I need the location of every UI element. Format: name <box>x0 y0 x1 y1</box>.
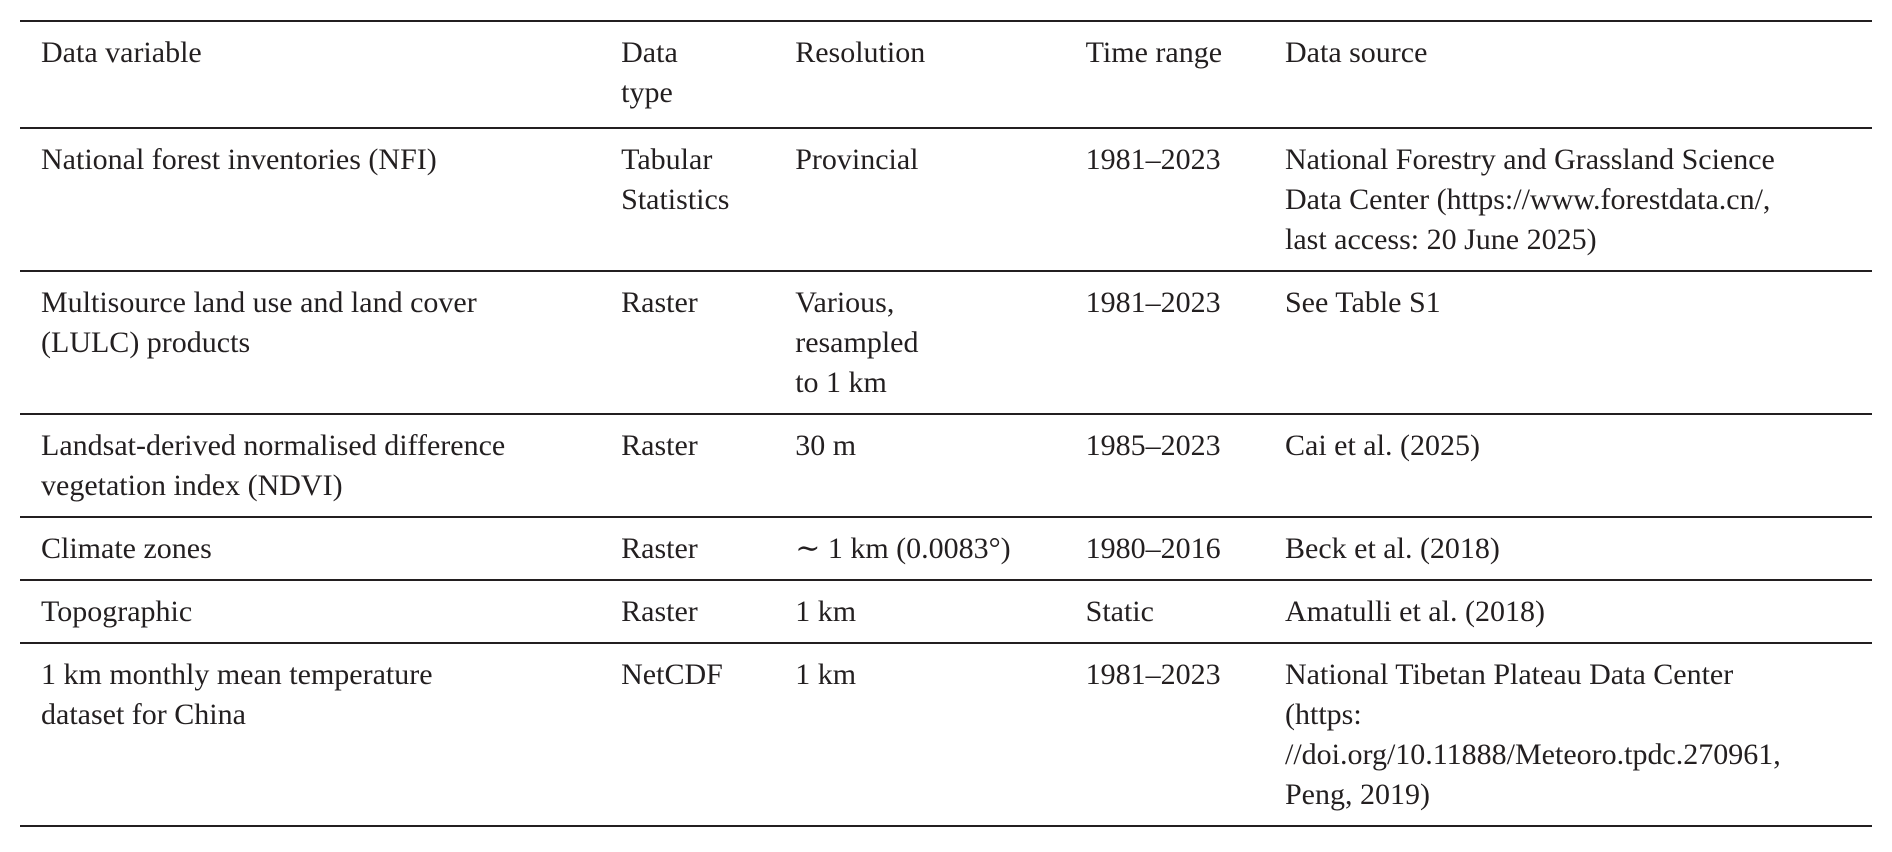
cell-line: Cai et al. (2025) <box>1285 429 1480 462</box>
cell-data-type <box>621 580 795 643</box>
cell-data-type <box>621 128 795 271</box>
table-header <box>20 21 1872 128</box>
cell-line: Raster <box>621 595 698 628</box>
cell-time-range <box>1086 271 1285 414</box>
cell-line: National forest inventories (NFI) <box>41 143 437 176</box>
cell-line: Raster <box>621 429 698 462</box>
cell-line: vegetation index (NDVI) <box>41 469 343 502</box>
cell-data-source <box>1285 414 1872 517</box>
cell-line: (LULC) products <box>41 326 251 359</box>
cell-data-variable <box>20 580 621 643</box>
cell-data-variable <box>20 643 621 826</box>
cell-time-range <box>1086 517 1285 580</box>
cell-data-variable <box>20 517 621 580</box>
cell-line: Tabular <box>621 143 713 176</box>
cell-line: Provincial <box>795 143 919 176</box>
cell-line: 1981–2023 <box>1085 143 1221 176</box>
cell-resolution <box>795 414 1085 517</box>
header-line: Time range <box>1085 36 1223 69</box>
table-row <box>20 414 1872 517</box>
cell-line: ∼ 1 km (0.0083°) <box>795 532 1011 565</box>
header-line: Data <box>621 36 678 69</box>
cell-line: Climate zones <box>41 532 212 565</box>
header-resolution <box>795 21 1085 128</box>
cell-data-type <box>621 271 795 414</box>
table-row <box>20 271 1872 414</box>
cell-resolution <box>795 271 1085 414</box>
header-row <box>20 21 1872 128</box>
cell-data-variable <box>20 414 621 517</box>
cell-line: Raster <box>621 532 698 565</box>
cell-line: 1985–2023 <box>1085 429 1221 462</box>
cell-line: Raster <box>621 286 698 319</box>
cell-line: Statistics <box>621 183 730 216</box>
cell-data-source <box>1285 580 1872 643</box>
cell-line: 1 km <box>795 658 857 691</box>
cell-resolution <box>795 580 1085 643</box>
cell-data-type <box>621 517 795 580</box>
cell-data-type <box>621 414 795 517</box>
cell-time-range <box>1086 414 1285 517</box>
header-data-variable <box>20 21 621 128</box>
cell-line: dataset for China <box>41 698 246 731</box>
header-data-source <box>1285 21 1872 128</box>
cell-resolution <box>795 643 1085 826</box>
cell-line: Static <box>1085 595 1154 628</box>
cell-line: National Forestry and Grassland Science <box>1285 143 1775 176</box>
cell-data-variable <box>20 128 621 271</box>
cell-line: 30 m <box>795 429 857 462</box>
table-row <box>20 643 1872 826</box>
cell-data-type <box>621 643 795 826</box>
cell-time-range <box>1086 128 1285 271</box>
header-line: Data variable <box>41 36 202 69</box>
header-time-range <box>1086 21 1285 128</box>
cell-line: 1980–2016 <box>1085 532 1221 565</box>
cell-line: Multisource land use and land cover <box>41 286 477 319</box>
cell-data-source <box>1285 128 1872 271</box>
header-line: type <box>621 76 673 109</box>
cell-line: Various, <box>795 286 895 319</box>
cell-line: Topographic <box>41 595 193 628</box>
header-line: Data source <box>1285 36 1428 69</box>
header-data-type <box>621 21 795 128</box>
cell-line: Data Center (https://www.forestdata.cn/, <box>1285 183 1771 216</box>
cell-line: National Tibetan Plateau Data Center <box>1285 658 1734 691</box>
cell-line: resampled <box>795 326 919 359</box>
header-line: Resolution <box>795 36 926 69</box>
cell-resolution <box>795 128 1085 271</box>
cell-line: (https: <box>1285 698 1362 731</box>
cell-line: last access: 20 June 2025) <box>1285 223 1597 256</box>
cell-time-range <box>1086 580 1285 643</box>
data-sources-table <box>20 20 1872 827</box>
cell-data-variable <box>20 271 621 414</box>
cell-line: NetCDF <box>621 658 723 691</box>
cell-line: 1981–2023 <box>1085 658 1221 691</box>
table-row <box>20 128 1872 271</box>
cell-data-source <box>1285 643 1872 826</box>
table-row <box>20 580 1872 643</box>
cell-line: 1981–2023 <box>1085 286 1221 319</box>
cell-line: 1 km monthly mean temperature <box>41 658 433 691</box>
cell-data-source <box>1285 517 1872 580</box>
cell-line: //doi.org/10.11888/Meteoro.tpdc.270961, <box>1285 738 1781 771</box>
cell-line: Peng, 2019) <box>1285 778 1430 811</box>
cell-line: Landsat-derived normalised difference <box>41 429 506 462</box>
cell-line: Beck et al. (2018) <box>1285 532 1500 565</box>
cell-line: to 1 km <box>795 366 887 399</box>
cell-line: Amatulli et al. (2018) <box>1285 595 1545 628</box>
table-row <box>20 517 1872 580</box>
cell-resolution <box>795 517 1085 580</box>
cell-time-range <box>1086 643 1285 826</box>
cell-data-source <box>1285 271 1872 414</box>
cell-line: See Table S1 <box>1285 286 1441 319</box>
table-body <box>20 128 1872 826</box>
cell-line: 1 km <box>795 595 857 628</box>
